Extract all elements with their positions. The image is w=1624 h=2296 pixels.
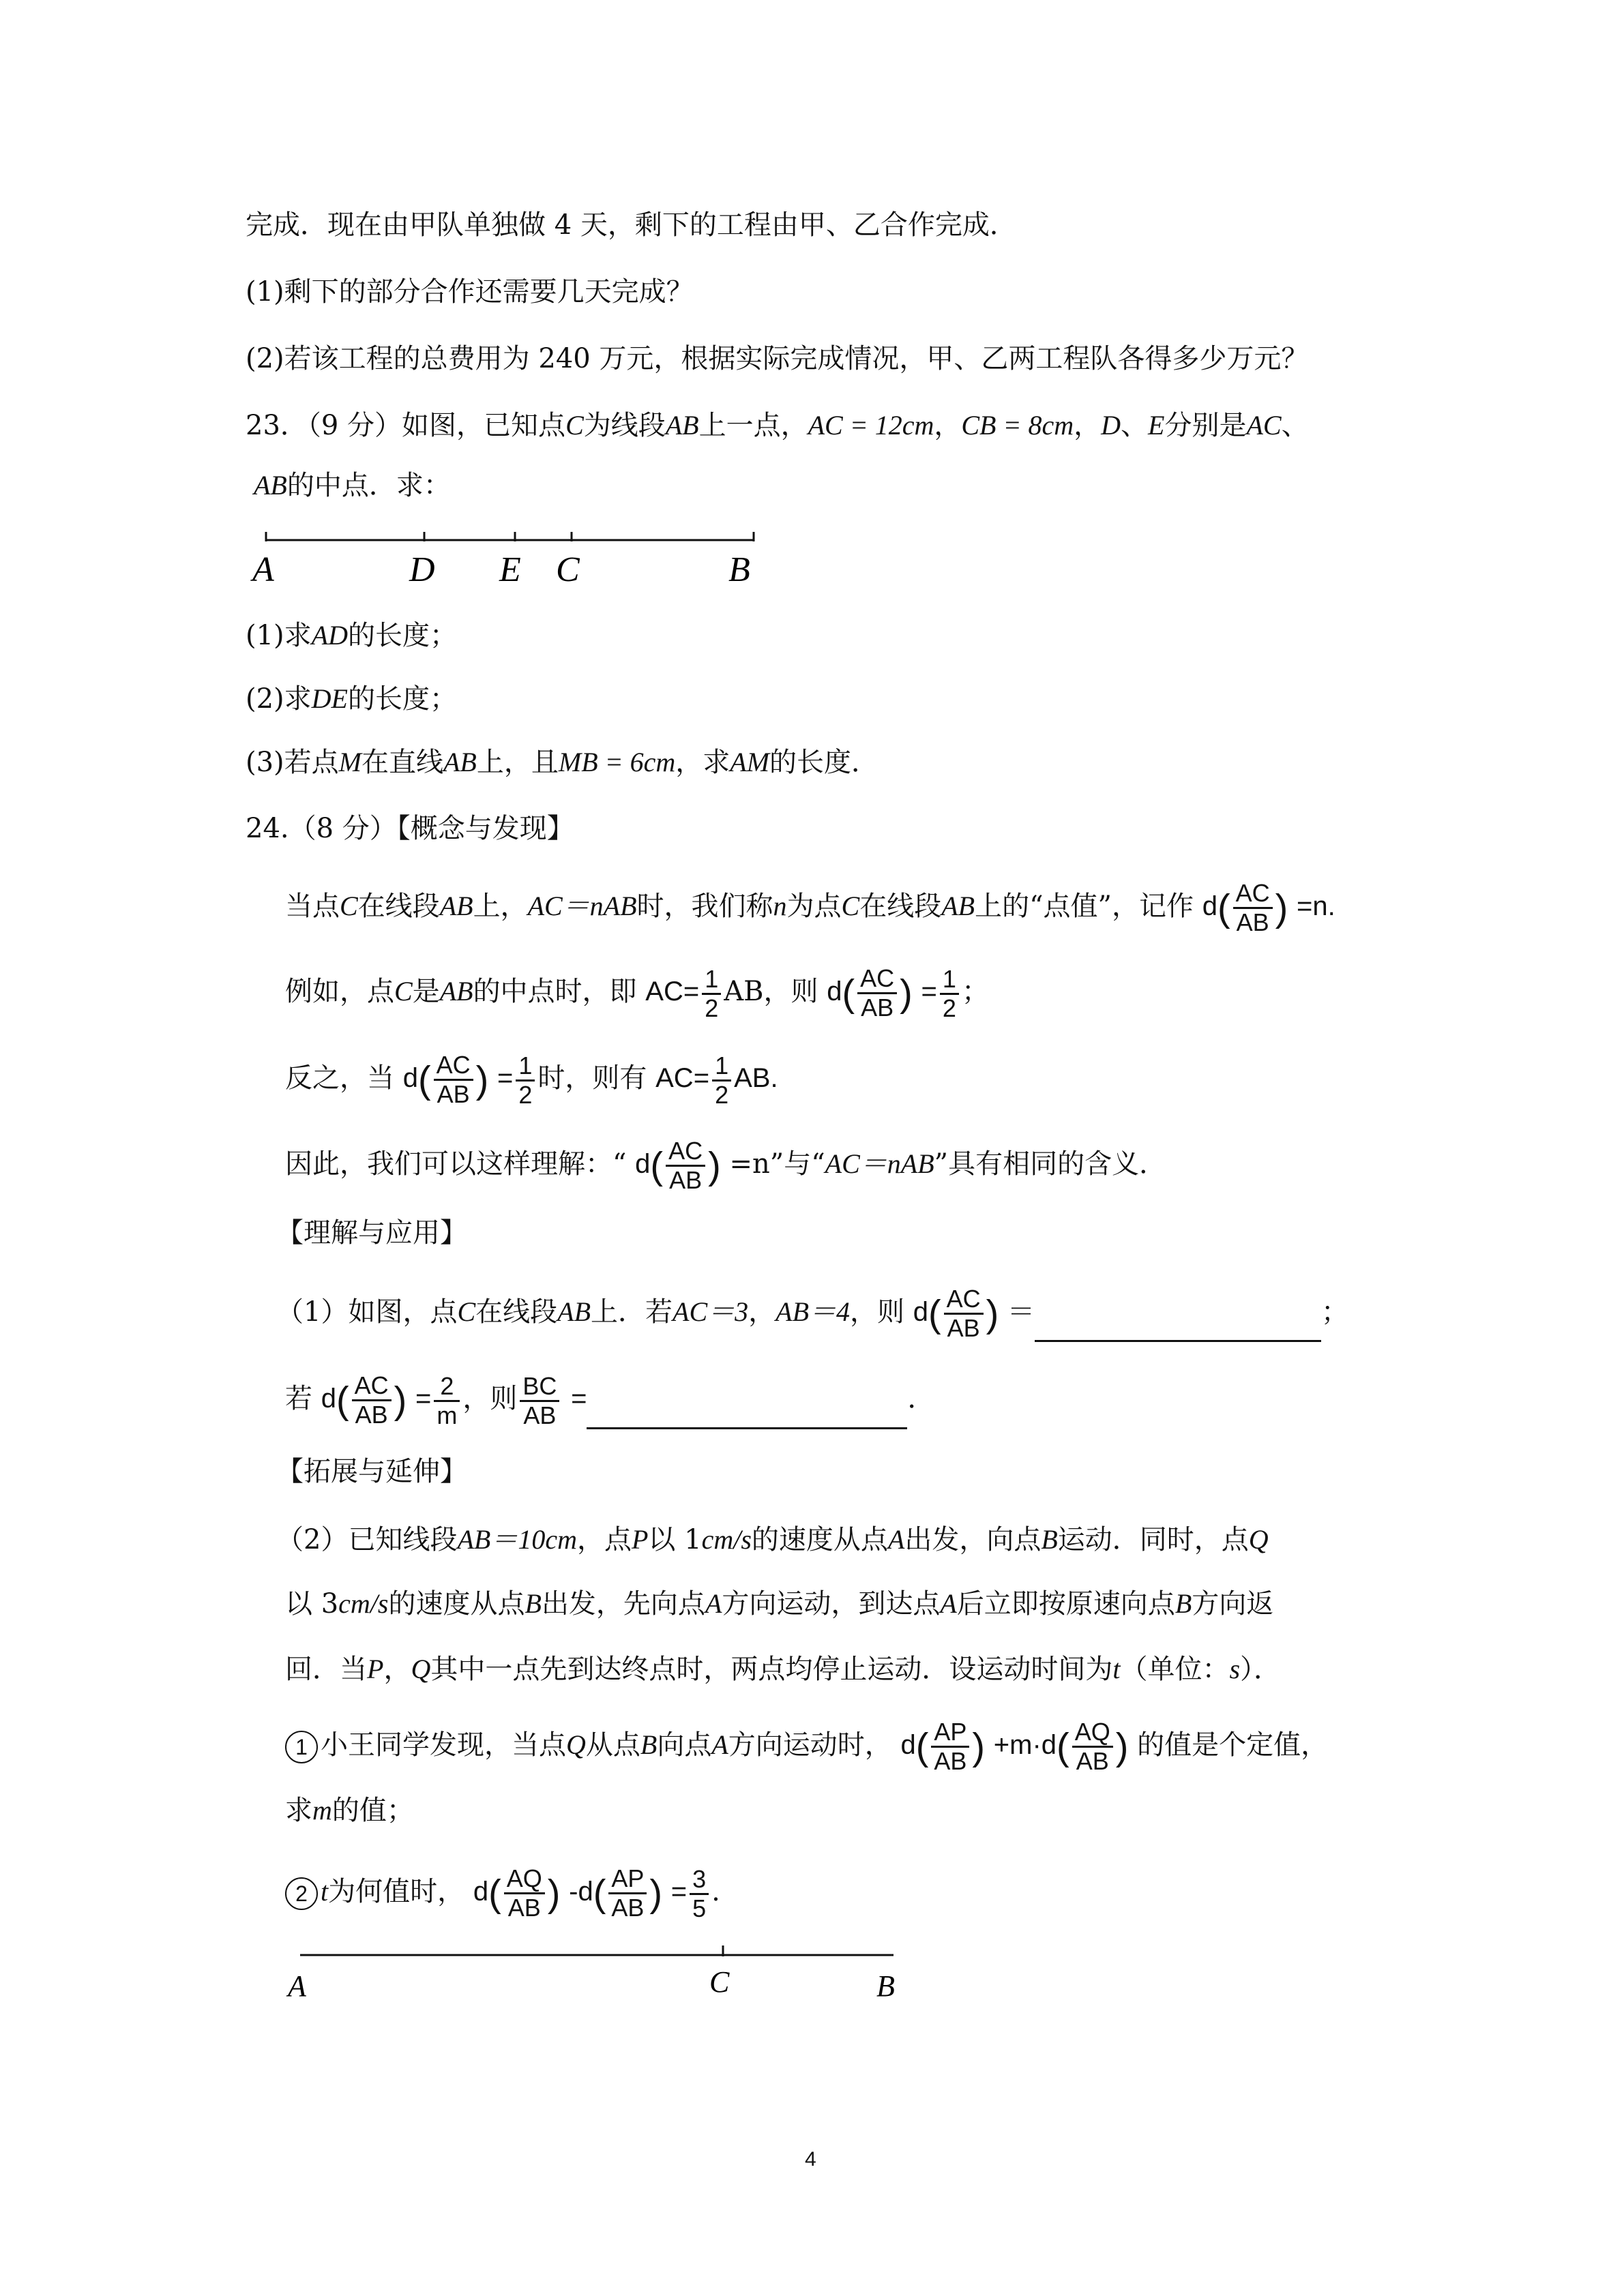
q24-text: 上， — [473, 891, 528, 923]
denominator: AB — [507, 1894, 541, 1922]
equals: = — [415, 1384, 432, 1414]
q23-eq-ac: AC = 12cm — [808, 410, 934, 441]
fraction-ap-ab — [608, 1865, 647, 1922]
q24-var: Q — [1248, 1524, 1269, 1555]
paren-close: ) — [394, 1378, 407, 1422]
paren-open: ( — [1057, 1725, 1069, 1768]
paren-open: ( — [1217, 886, 1230, 929]
label-c: C — [709, 1965, 730, 1999]
d-expression — [1041, 1718, 1129, 1775]
denominator: AB — [947, 1314, 980, 1342]
d-expression — [827, 964, 913, 1022]
d-expression — [635, 1137, 721, 1194]
paren-open: ( — [488, 1871, 501, 1915]
fraction-ap-ab — [931, 1718, 969, 1775]
denominator: AB — [1236, 908, 1269, 936]
extension-line-1 — [276, 1519, 1269, 1560]
fraction-3-5 — [690, 1866, 709, 1922]
q24-var: P — [631, 1524, 649, 1555]
q23-text: 的中点．求： — [286, 470, 451, 501]
label-a: A — [288, 1969, 306, 2003]
segment-figure-1 — [246, 525, 778, 600]
denominator: AB — [861, 994, 894, 1022]
paren-open: ( — [336, 1378, 349, 1422]
d-symbol: d — [900, 1730, 916, 1761]
paren-close: ) — [547, 1871, 561, 1915]
q24-text: AB，则 — [724, 976, 818, 1008]
d-symbol: d — [635, 1149, 651, 1180]
q23-eq-cb: CB = 8cm — [961, 410, 1074, 441]
denominator: 2 — [942, 994, 956, 1022]
fraction-bc-ab — [520, 1373, 559, 1429]
fraction-ac-ab — [857, 965, 897, 1022]
q24-eq: AB＝10cm — [457, 1524, 577, 1555]
question-22-part-2: (2)若该工程的总费用为 240 万元，根据实际完成情况，甲、乙两工程队各得多少万元？ — [246, 343, 1309, 374]
q24-text: ”具有相同的含义． — [934, 1148, 1167, 1180]
question-23-part-1 — [246, 615, 457, 656]
q24-text: ＝ — [1007, 1296, 1035, 1328]
application-line-1 — [276, 1285, 1348, 1342]
q23-text: 的长度； — [348, 620, 457, 651]
numerator: AC — [1233, 880, 1273, 909]
denominator: 2 — [715, 1080, 729, 1109]
q24-text: . — [711, 1876, 720, 1908]
q24-text: （单位： — [1120, 1654, 1230, 1685]
q23-var-de: DE — [311, 683, 348, 714]
section-understanding-heading: 【理解与应用】 — [276, 1217, 467, 1249]
answer-blank-1[interactable] — [1035, 1310, 1321, 1342]
q23-var-c: C — [565, 410, 584, 441]
q24-text: 在线段 — [475, 1296, 558, 1328]
q23-text: ， — [1074, 410, 1102, 441]
q24-text: 小王同学发现，当点 — [321, 1729, 566, 1761]
q24-var: AB — [941, 891, 975, 922]
q23-var-ab: AB — [254, 470, 287, 501]
denominator: 2 — [518, 1080, 533, 1109]
page-number: 4 — [805, 2148, 816, 2171]
q23-text: 上，且 — [476, 747, 559, 778]
numerator: AC — [434, 1052, 473, 1081]
q24-text: ）． — [1240, 1654, 1282, 1685]
paren-close: ) — [475, 1058, 489, 1101]
q24-var: Q — [566, 1729, 586, 1761]
q23-eq-mb: MB = 6cm — [558, 747, 676, 777]
q23-var-e: E — [1148, 410, 1165, 441]
definition-line-1 — [285, 880, 1335, 936]
q24-var: C — [457, 1296, 476, 1328]
q23-var-ac: AC — [1246, 410, 1282, 441]
q24-var: Q — [411, 1654, 431, 1684]
q24-text: 上．若 — [591, 1296, 673, 1328]
q24-text: 的值是个定值， — [1137, 1729, 1329, 1761]
denominator: 2 — [705, 994, 719, 1022]
q23-text: (3)若点 — [246, 747, 339, 778]
q24-text: ， — [383, 1654, 411, 1685]
q24-var: AB — [557, 1296, 591, 1328]
fraction-half — [712, 1052, 731, 1109]
q24-text: 回．当 — [285, 1654, 367, 1685]
q23-text: ，求 — [675, 747, 730, 778]
extension-item-1-cont — [285, 1790, 414, 1831]
d-symbol: d — [321, 1384, 336, 1414]
d-symbol: d — [473, 1877, 489, 1907]
q24-var: B — [1175, 1588, 1192, 1619]
question-23-part-2 — [246, 679, 457, 719]
q24-text: ，则 — [462, 1383, 518, 1415]
q24-eq-part: AC= — [645, 976, 700, 1007]
denominator: AB — [523, 1401, 557, 1429]
q24-unit: cm/s — [701, 1524, 752, 1555]
equals: = — [571, 1384, 587, 1414]
q24-text: 的中点时，即 — [473, 976, 637, 1008]
q24-text: 求 — [285, 1795, 312, 1826]
q23-text: 、 — [1121, 410, 1149, 441]
q24-var: B — [525, 1588, 542, 1619]
fraction-half — [516, 1052, 535, 1109]
denominator: AB — [355, 1401, 388, 1429]
q24-text: 方向返 — [1192, 1588, 1274, 1620]
q24-var: A — [887, 1524, 905, 1555]
q24-text: 出发，先向点 — [541, 1588, 705, 1620]
d-expression — [321, 1371, 407, 1429]
q24-var: t — [1112, 1654, 1121, 1684]
extension-item-2 — [285, 1865, 720, 1922]
numerator: AP — [931, 1718, 969, 1748]
paren-open: ( — [842, 971, 855, 1015]
q24-eq: AB＝4 — [776, 1296, 851, 1328]
q24-text: （1）如图，点 — [276, 1296, 458, 1328]
q23-text: (1)求 — [246, 620, 312, 651]
fraction-ac-ab — [352, 1372, 392, 1429]
circled-number-2: 2 — [285, 1877, 318, 1910]
d-expression — [578, 1864, 663, 1922]
q24-text: 运动．同时，点 — [1057, 1524, 1249, 1555]
q24-var: m — [312, 1795, 332, 1825]
q24-var: AB — [439, 976, 473, 1007]
circled-number-1: 1 — [285, 1731, 318, 1763]
d-expression — [473, 1864, 561, 1922]
q24-text: 出发，向点 — [904, 1524, 1042, 1555]
extension-item-1 — [285, 1718, 1328, 1775]
denominator: AB — [669, 1166, 703, 1194]
fraction-aq-ab — [504, 1865, 545, 1922]
d-symbol: d — [913, 1297, 928, 1328]
equals: = — [497, 1063, 514, 1094]
q24-var: C — [340, 891, 358, 922]
q24-text: 若 — [285, 1383, 312, 1415]
paren-close: ) — [900, 971, 913, 1015]
numerator: AQ — [1072, 1718, 1113, 1748]
q23-var-d: D — [1101, 410, 1121, 441]
q24-var: C — [841, 891, 860, 922]
q24-text: 时，则有 — [537, 1062, 647, 1094]
q24-var: C — [394, 976, 413, 1007]
q23-var-ab: AB — [665, 410, 699, 441]
q23-var-ab: AB — [443, 747, 477, 777]
q23-text: 、 — [1281, 410, 1309, 441]
q23-head: 23．（9 分）如图，已知点 — [246, 410, 566, 441]
q24-unit: s — [1229, 1654, 1241, 1684]
q24-text: ． — [907, 1383, 935, 1415]
numerator: AP — [608, 1865, 647, 1894]
label-a: A — [252, 550, 274, 589]
paren-close: ) — [1275, 886, 1288, 929]
denominator: 5 — [692, 1894, 707, 1922]
numerator: AC — [666, 1137, 705, 1167]
q24-text: 以 3 — [285, 1588, 339, 1620]
q24-var: t — [321, 1876, 329, 1907]
q24-text: 向点 — [657, 1729, 712, 1761]
denominator: AB — [437, 1080, 470, 1108]
answer-blank-2[interactable] — [587, 1397, 907, 1429]
q24-unit: cm/s — [338, 1588, 389, 1619]
d-expression — [913, 1285, 999, 1342]
q23-var-m: M — [338, 747, 361, 777]
d-expression — [900, 1718, 986, 1775]
section-extension-heading: 【拓展与延伸】 — [276, 1456, 467, 1487]
fraction-half — [702, 966, 721, 1022]
equals: = — [921, 976, 937, 1007]
q24-var: AB — [439, 891, 473, 922]
q24-text: 方向运动，到达点 — [722, 1588, 941, 1620]
q24-text: 为点 — [786, 891, 842, 923]
d-symbol: d — [402, 1063, 418, 1094]
paren-open: ( — [593, 1871, 606, 1915]
d-symbol: d — [1041, 1730, 1057, 1761]
q24-eq: AC＝3 — [673, 1296, 749, 1328]
q24-text: （2）已知线段 — [276, 1524, 458, 1555]
paren-open: ( — [417, 1058, 431, 1101]
q23-var-am: AM — [730, 747, 770, 777]
fraction-ac-ab — [944, 1285, 984, 1342]
extension-line-3 — [285, 1649, 1281, 1690]
fraction-2-over-m — [434, 1373, 460, 1429]
q23-text: 的长度． — [769, 747, 879, 778]
question-24-heading: 24.（8 分）【概念与发现】 — [246, 813, 574, 844]
numerator: AC — [352, 1372, 392, 1401]
plus-m-dot: +m· — [993, 1730, 1042, 1761]
q24-text: 其中一点先到达终点时，两点均停止运动．设运动时间为 — [430, 1654, 1113, 1685]
q23-text: (2)求 — [246, 683, 312, 715]
q24-text: ； — [961, 976, 989, 1008]
q24-text: 反之，当 — [285, 1062, 394, 1094]
paragraph-continuation: 完成．现在由甲队单独做 4 天，剩下的工程由甲、乙合作完成． — [246, 209, 1017, 241]
q24-text: ； — [1321, 1296, 1349, 1328]
q23-text: 在直线 — [361, 747, 443, 778]
label-e: E — [499, 550, 521, 589]
d-symbol: d — [1202, 891, 1217, 922]
q24-text: 以 1 — [648, 1524, 702, 1555]
q23-text: 为线段 — [583, 410, 666, 441]
numerator: 1 — [712, 1052, 731, 1082]
q24-text: 当点 — [285, 891, 340, 923]
minus: - — [569, 1877, 578, 1907]
paren-open: ( — [650, 1144, 664, 1187]
q24-eq-part: AC= — [655, 1063, 710, 1094]
paren-close: ) — [649, 1871, 663, 1915]
q23-text: 的长度； — [348, 683, 457, 715]
q24-text: 为何值时， — [328, 1876, 465, 1908]
denominator: AB — [611, 1894, 645, 1922]
q24-var: A — [711, 1729, 728, 1761]
q24-text: 上的“点值”，记作 — [975, 891, 1194, 923]
paren-close: ) — [1115, 1725, 1129, 1768]
q24-var: A — [705, 1588, 722, 1619]
numerator: AC — [857, 965, 897, 994]
q24-text: 因此，我们可以这样理解：“ — [285, 1148, 627, 1180]
q24-var: n — [773, 891, 787, 922]
fraction-aq-ab — [1072, 1718, 1113, 1775]
q24-eq-part: AB. — [734, 1063, 778, 1094]
denominator: m — [437, 1401, 458, 1429]
paren-open: ( — [915, 1725, 929, 1768]
q24-var: A — [940, 1588, 957, 1619]
q23-var-ad: AD — [311, 620, 348, 651]
q24-text: =n”与“ — [729, 1148, 825, 1180]
q24-text: 在线段 — [859, 891, 942, 923]
question-23-line-2 — [254, 465, 451, 506]
label-c: C — [556, 550, 580, 589]
denominator: AB — [934, 1747, 967, 1775]
q24-text: 后立即按原速向点 — [956, 1588, 1175, 1620]
d-symbol: d — [578, 1877, 593, 1907]
q24-text: 是 — [412, 976, 440, 1008]
paren-open: ( — [928, 1292, 941, 1335]
q24-text: 方向运动时， — [728, 1729, 892, 1761]
q24-var: B — [640, 1729, 658, 1761]
numerator: 3 — [690, 1866, 709, 1895]
numerator: 1 — [940, 966, 959, 995]
q24-text: ，点 — [576, 1524, 632, 1555]
q24-eq: AC＝nAB — [825, 1148, 934, 1180]
numerator: BC — [520, 1373, 559, 1402]
q24-text: 例如，点 — [285, 976, 394, 1008]
q24-var: B — [1041, 1524, 1058, 1555]
equals: = — [670, 1877, 688, 1907]
q24-text: 时，我们称 — [636, 891, 773, 923]
paren-close: ) — [986, 1292, 999, 1335]
q23-text: 上一点， — [698, 410, 808, 441]
q24-text: 的速度从点 — [388, 1588, 525, 1620]
q24-text: 从点 — [585, 1729, 640, 1761]
fraction-ac-ab — [666, 1137, 705, 1194]
d-symbol: d — [827, 976, 842, 1007]
q24-eq: AC＝nAB — [527, 891, 637, 922]
definition-line-2 — [285, 965, 989, 1022]
d-expression — [1202, 879, 1288, 936]
q24-text: ， — [748, 1296, 776, 1328]
extension-line-2 — [285, 1583, 1273, 1624]
q24-text: 在线段 — [357, 891, 440, 923]
paren-close: ) — [708, 1144, 721, 1187]
paren-close: ) — [972, 1725, 986, 1768]
fraction-ac-ab — [1233, 880, 1273, 936]
numerator: 2 — [434, 1373, 460, 1402]
numerator: 1 — [702, 966, 721, 995]
q24-text: ，则 — [850, 1296, 905, 1328]
numerator: AQ — [504, 1865, 545, 1894]
q24-var: P — [367, 1654, 384, 1684]
definition-line-4 — [285, 1137, 1166, 1194]
fraction-ac-ab — [434, 1052, 473, 1108]
denominator: AB — [1076, 1747, 1109, 1775]
label-b: B — [728, 550, 750, 589]
numerator: AC — [944, 1285, 984, 1315]
label-d: D — [409, 550, 435, 589]
d-expression — [402, 1051, 489, 1108]
definition-line-3 — [285, 1052, 778, 1109]
fraction-half — [940, 966, 959, 1022]
label-b: B — [876, 1969, 895, 2003]
application-line-2 — [285, 1372, 934, 1429]
q24-text: 的值； — [331, 1795, 414, 1826]
question-23-part-3 — [246, 742, 879, 783]
question-23-line-1 — [246, 405, 1309, 446]
q24-text: 的速度从点 — [751, 1524, 888, 1555]
segment-figure-2 — [273, 1940, 914, 2015]
question-22-part-1: (1)剩下的部分合作还需要几天完成？ — [246, 276, 694, 308]
q24-result: =n. — [1297, 891, 1335, 922]
q23-text: 分别是 — [1164, 410, 1247, 441]
numerator: 1 — [516, 1052, 535, 1082]
q23-text: ， — [934, 410, 962, 441]
